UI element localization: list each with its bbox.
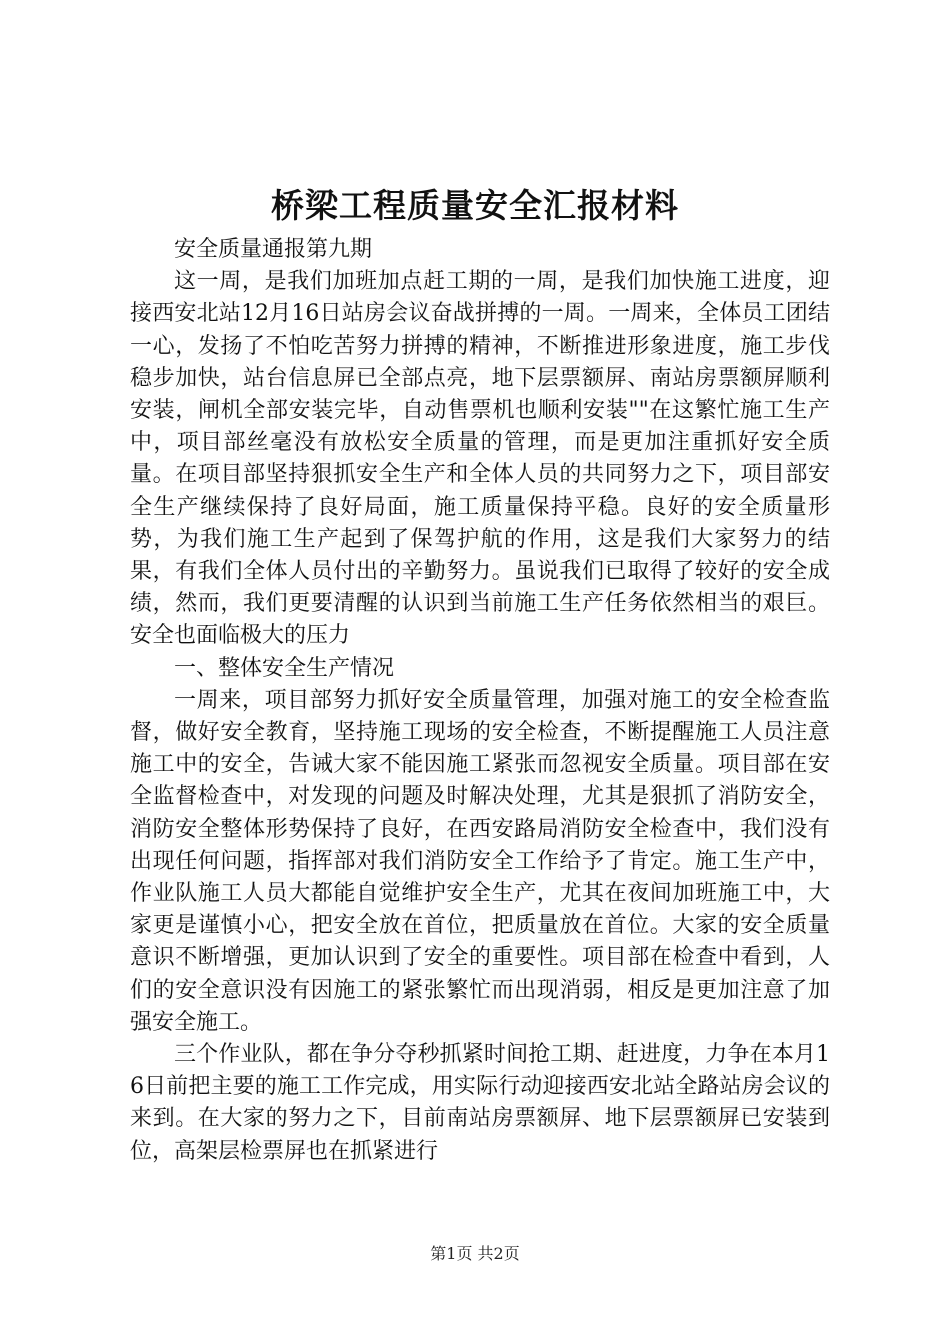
- section-heading-overall-safety: 一、整体安全生产情况: [174, 655, 395, 681]
- page-footer: [0, 1243, 950, 1265]
- paragraph-safety-management: 一周来，项目部努力抓好安全质量管理，加强对施工的安全检查监督，做好安全教育，坚持施工现场的安全检查，不断提醒施工人员注意施工中的安全，告诫大家不能因施工紧张而忽视安全质量。项目部在安全监督检查中，对发现的问题及时解决处理，尤其是狠抓了消防安全，消防安全整体形势保持了良好，在西安路局消防安全检查中，我们没有出现任何问题，指挥部对我们消防安全工作给予了肯定。施工生产中，作业队施工人员大都能自觉维护安全生产，尤其在夜间加班施工中，大家更是谨慎小心，把安全放在首位，把质量放在首位。大家的安全质量意识不断增强，更加认识到了安全的重要性。项目部在检查中看到，人们的安全意识没有因施工的紧张繁忙而出现消弱，相反是更加注意了加强安全施工。: [130, 687, 830, 1035]
- document-title: 桥梁工程质量安全汇报材料: [271, 186, 679, 225]
- document-body: [130, 234, 830, 1168]
- paragraph-intro: 这一周，是我们加班加点赶工期的一周，是我们加快施工进度，迎接西安北站12月16日站房会议奋战拼搏的一周。一周来，全体员工团结一心，发扬了不怕吃苦努力拼搏的精神，不断推进形象进度，施工步伐稳步加快，站台信息屏已全部点亮，地下层票额屏、南站房票额屏顺利安装，闸机全部安装完毕，自动售票机也顺利安装""在这繁忙施工生产中，项目部丝毫没有放松安全质量的管理，而是更加注重抓好安全质量。在项目部坚持狠抓安全生产和全体人员的共同努力之下，项目部安全生产继续保持了良好局面，施工质量保持平稳。良好的安全质量形势，为我们施工生产起到了保驾护航的作用，这是我们大家努力的结果，有我们全体人员付出的辛勤努力。虽说我们已取得了较好的安全成绩，然而，我们更要清醒的认识到当前施工生产任务依然相当的艰巨。安全也面临极大的压力: [130, 269, 830, 649]
- paragraph-work-teams: 三个作业队，都在争分夺秒抓紧时间抢工期、赶进度，力争在本月16日前把主要的施工工作完成，用实际行动迎接西安北站全路站房会议的来到。在大家的努力之下，目前南站房票额屏、地下层票额屏已安装到位，高架层检票屏也在抓紧进行: [130, 1042, 830, 1164]
- page-indicator: 第1页 共2页: [430, 1244, 520, 1263]
- paragraph-issue-label: 安全质量通报第九期: [174, 237, 373, 262]
